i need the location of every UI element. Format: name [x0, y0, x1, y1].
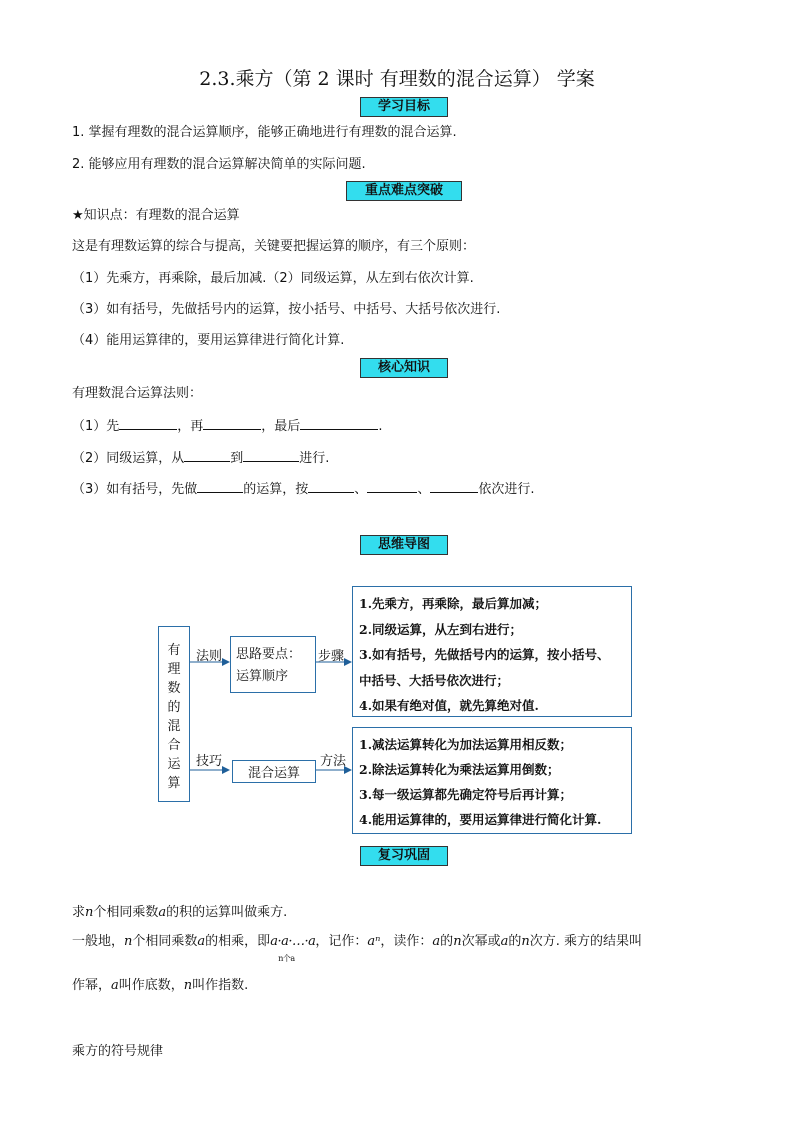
rule-text: （2）同级运算，从 [72, 451, 185, 466]
step-item: 4.如果有绝对值，就先算绝对值. [359, 698, 539, 713]
key-item: （4）能用运算律的，要用运算律进行简化计算. [72, 333, 345, 348]
root-char: 运 [167, 757, 181, 772]
method-item: 3.每一级运算都先确定符号后再计算； [359, 787, 573, 802]
thinking-box [230, 636, 316, 693]
review-text: 次方. 乘方的结果叫 [529, 934, 642, 949]
steps-label: 步骤 [318, 649, 345, 664]
review-text: 叫作指数. [192, 978, 249, 993]
product-formula [270, 933, 316, 963]
review-text: 的 [440, 934, 454, 949]
rule-text: ，最后 [261, 419, 301, 434]
goal-item: 1. 掌握有理数的混合运算顺序，能够正确地进行有理数的混合运算. [72, 125, 457, 140]
method-item: 4.能用运算律的，要用运算律进行简化计算. [359, 812, 602, 827]
rule-text: （1）先 [72, 419, 120, 434]
review-line-3 [72, 977, 248, 995]
var-a: a [197, 934, 206, 949]
thinking-line: 思路要点： [236, 647, 302, 662]
rule-text: （3）如有括号，先做 [72, 482, 198, 497]
var-n: n [183, 978, 193, 993]
rule-text: 依次进行. [478, 482, 535, 497]
section-key-header: 重点难点突破 [346, 181, 462, 201]
review-text: 的相乘，即 [205, 934, 271, 949]
rule-text: 、 [354, 482, 368, 497]
review-line-1 [72, 904, 287, 922]
mixed-label: 混合运算 [247, 766, 300, 781]
method-item: 2.除法运算转化为乘法运算用倒数； [359, 762, 560, 777]
rule-text: 进行. [299, 451, 330, 466]
var-a: a [158, 905, 167, 920]
thinking-line: 运算顺序 [236, 669, 289, 684]
review-line-2 [72, 933, 642, 963]
rule-text: ，再 [177, 419, 204, 434]
root-char: 的 [167, 700, 181, 715]
rule-text: 的运算，按 [243, 482, 309, 497]
review-text: 求 [72, 905, 86, 920]
page-title: 2.3.乘方（第 2 课时 有理数的混合运算） 学案 [199, 68, 595, 90]
review-text: 作幂， [72, 978, 112, 993]
root-char: 合 [167, 738, 181, 753]
review-text: 的积的运算叫做乘方. [166, 905, 288, 920]
formula-text: a·a·…·a [270, 934, 316, 949]
review-text: 个相同乘数 [93, 905, 159, 920]
rule-text: 到 [230, 451, 244, 466]
key-item: （1）先乘方，再乘除，最后加减.（2）同级运算，从左到右依次计算. [72, 271, 474, 286]
mindmap-root [158, 626, 190, 802]
var-a: a [500, 934, 509, 949]
review-text: 叫作底数， [118, 978, 184, 993]
mixed-box [232, 760, 316, 783]
review-text: ，记作： [315, 934, 368, 949]
root-char: 理 [167, 662, 181, 677]
review-text: 的 [508, 934, 522, 949]
goal-item: 2. 能够应用有理数的混合运算解决简单的实际问题. [72, 157, 366, 172]
var-n: n [453, 934, 462, 949]
key-intro: 这是有理数运算的综合与提高，关键要把握运算的顺序，有三个原则： [72, 239, 476, 254]
method-item: 1.减法运算转化为加法运算用相反数； [359, 737, 573, 752]
rule-text: 、 [417, 482, 431, 497]
method-label: 方法 [320, 754, 347, 769]
step-item: 中括号、大括号依次进行； [359, 672, 510, 688]
var-a: a [432, 934, 441, 949]
review-text: ，读作： [380, 934, 433, 949]
formula-underbrace-label: n个a [278, 954, 295, 963]
root-char: 混 [167, 719, 181, 734]
var-n: n [124, 934, 133, 949]
step-item: 2.同级运算，从左到右进行； [359, 621, 523, 637]
root-char: 算 [167, 776, 181, 791]
power-notation: aⁿ [367, 934, 381, 949]
var-n: n [521, 934, 530, 949]
knowledge-point: ★知识点：有理数的混合运算 [72, 208, 240, 223]
key-item: （3）如有括号，先做括号内的运算，按小括号、中括号、大括号依次进行. [72, 302, 501, 317]
root-char: 数 [167, 681, 181, 696]
var-n: n [85, 905, 94, 920]
section-goals-header: 学习目标 [360, 97, 448, 117]
section-review-header: 复习巩固 [360, 846, 448, 866]
methods-box [352, 727, 632, 834]
var-a: a [111, 978, 119, 993]
section-mindmap-header: 思维导图 [360, 535, 448, 555]
sign-rule-heading: 乘方的符号规律 [72, 1044, 164, 1059]
review-text: 次幂或 [461, 934, 501, 949]
step-item: 3.如有括号，先做括号内的运算，按小括号、 [359, 647, 610, 662]
rule-text: . [378, 419, 383, 434]
step-item: 1.先乘方，再乘除，最后算加减； [359, 596, 548, 611]
core-heading: 有理数混合运算法则： [72, 386, 203, 401]
section-core-header: 核心知识 [360, 358, 448, 378]
review-text: 一般地， [72, 934, 125, 949]
rule-label: 法则 [196, 649, 223, 664]
steps-box [352, 586, 632, 717]
review-text: 个相同乘数 [132, 934, 198, 949]
skill-label: 技巧 [196, 754, 223, 769]
root-char: 有 [167, 643, 181, 658]
